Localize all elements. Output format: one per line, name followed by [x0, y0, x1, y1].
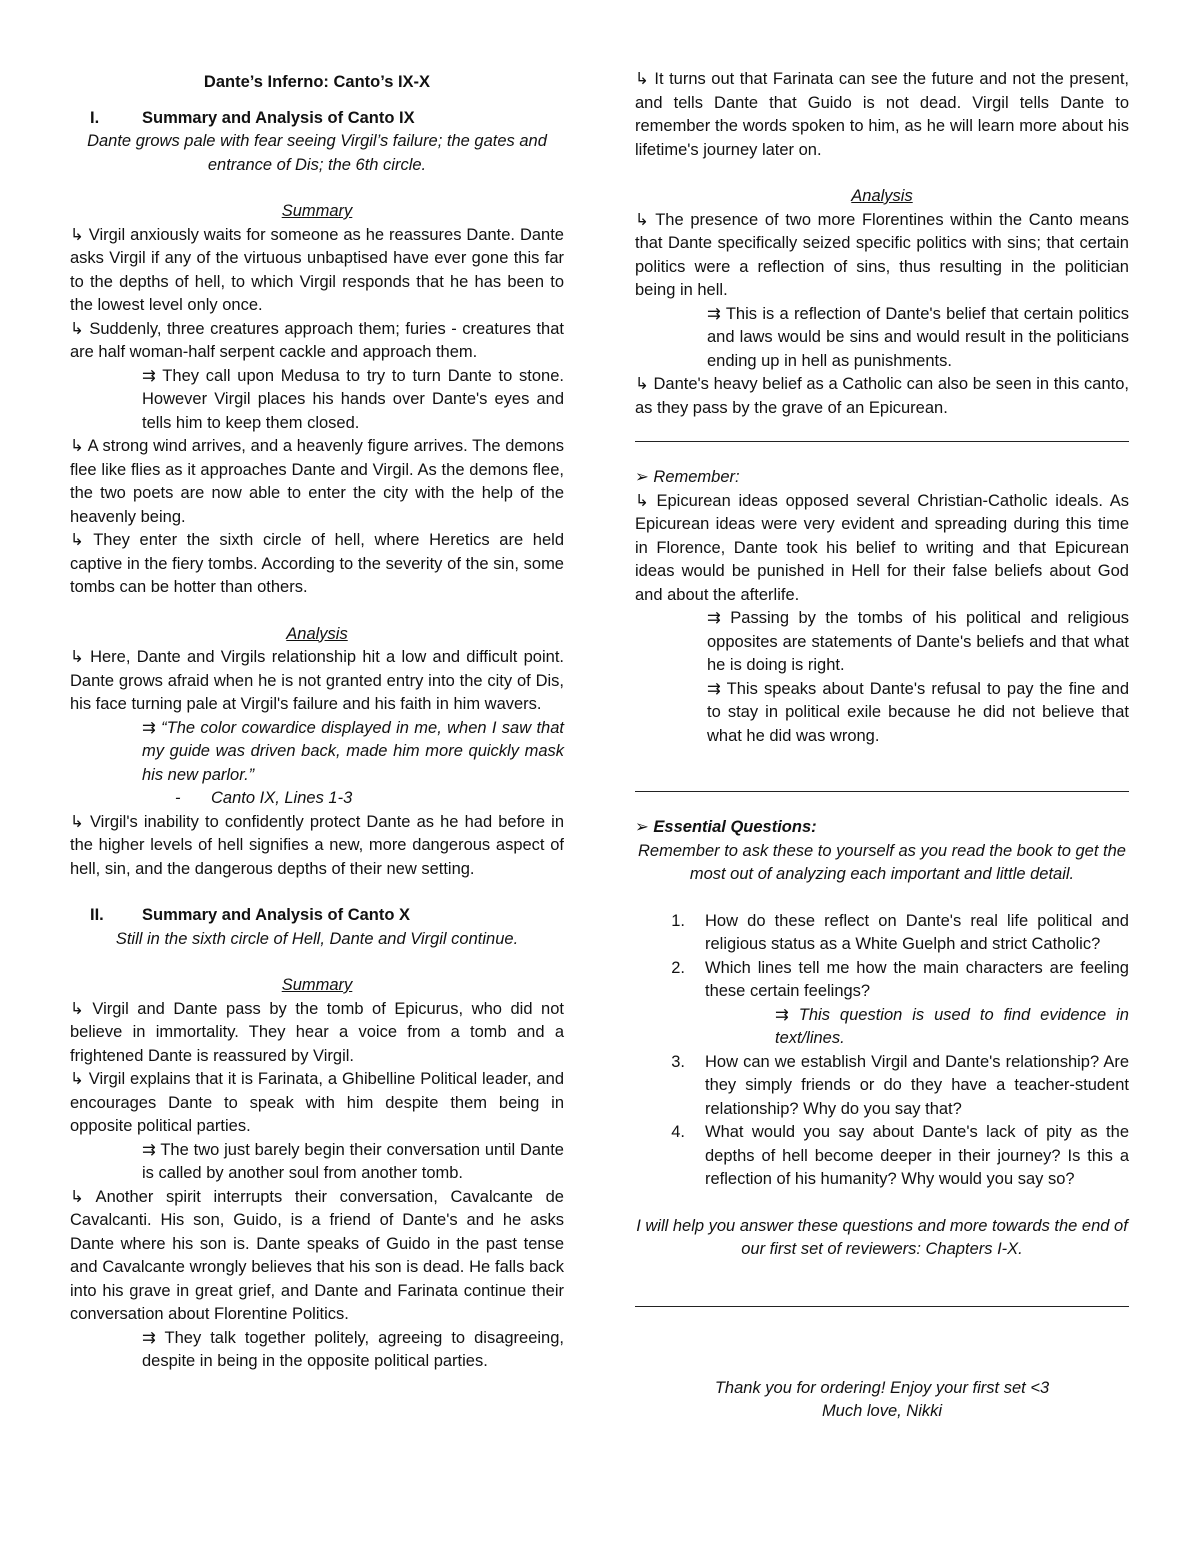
bullet-paragraph: ↳ They enter the sixth circle of hell, where Heretics are held captive in the fiery tombs. According to the severity of the sin, some tombs can be hotter than others.: [70, 531, 564, 596]
closing-signature: Much love, Nikki: [821, 1402, 943, 1420]
section-number: II.: [90, 906, 104, 924]
bullet-paragraph: ↳ It turns out that Farinata can see the future and not the present, and tells Dante that Guido is not dead. Virgil tells Dante to remember the words spoken to him, as he will learn more about his lifetime's journey later on.: [635, 70, 1129, 159]
right-column: [635, 68, 1129, 1424]
section-heading-canto-10: [70, 904, 564, 928]
question-item: [635, 1051, 1129, 1122]
bullet-paragraph: ↳ Virgil anxiously waits for someone as he reassures Dante. Dante asks Virgil if any of the virtuous unbaptised have ever gone this far to the depths of hell, to which Virgil responds that he has been to the lowest level only once.: [70, 225, 564, 314]
bullet-paragraph: ↳ Epicurean ideas opposed several Christian-Catholic ideals. As Epicurean ideas were very evident and spreading during this time in Florence, Dante took his belief to writing and that Epicurean ideas would be punished in Hell for their false beliefs about God and about the afterlife.: [635, 491, 1129, 604]
summary-heading: Summary: [281, 976, 353, 994]
bullet-paragraph: ↳ Virgil's inability to confidently protect Dante as he had before in the higher levels of hell signifies a new, more dangerous aspect of hell, sin, and the dangerous depths of their new setting.: [70, 812, 564, 878]
sub-point: ⇉ This speaks about Dante's refusal to pay the fine and to stay in political exile because he did not believe that what he did was wrong.: [707, 679, 1129, 745]
question-number: 1.: [671, 911, 685, 930]
sub-point: ⇉ The two just barely begin their conversation until Dante is called by another soul from another tomb.: [142, 1140, 564, 1182]
essential-questions-outro: I will help you answer these questions and more towards the end of our first set of reviewers: Chapters I-X.: [636, 1216, 1128, 1258]
sub-point: ⇉ They talk together politely, agreeing to disagreeing, despite in being in the opposite political parties.: [142, 1328, 564, 1370]
bullet-paragraph: ↳ Suddenly, three creatures approach them; furies - creatures that are half woman-half serpent cackle and approach them.: [70, 319, 564, 361]
summary-heading: Summary: [281, 202, 353, 220]
bullet-paragraph: ↳ Virgil explains that it is Farinata, a Ghibelline Political leader, and encourages Dante to speak with him despite them being in opposite political parties.: [70, 1070, 564, 1135]
essential-questions-heading: ➢ Essential Questions:: [635, 818, 817, 836]
sub-point: ⇉ Passing by the tombs of his political and religious opposites are statements of Dante's beliefs and that what he is doing is right.: [707, 609, 1129, 674]
section-number: I.: [90, 108, 100, 127]
section-heading-canto-9: [70, 107, 564, 131]
question-text: How can we establish Virgil and Dante's relationship? Are they simply friends or do they have a teacher-student relationship? Why do you say that?: [705, 1052, 1129, 1118]
question-text: How do these reflect on Dante's real life political and religious status as a White Guelph and strict Catholic?: [705, 911, 1129, 953]
question-number: 4.: [671, 1123, 685, 1141]
bullet-paragraph: ↳ Dante's heavy belief as a Catholic can also be seen in this canto, as they pass by the grave of an Epicurean.: [635, 375, 1129, 417]
analysis-heading: Analysis: [286, 624, 348, 643]
bullet-paragraph: ↳ The presence of two more Florentines within the Canto means that Dante specifically seized specific politics with sins; that certain politics were a reflection of sins, thus resulting in the politician being in hell.: [635, 210, 1129, 299]
bullet-paragraph: ↳ Here, Dante and Virgils relationship hit a low and difficult point. Dante grows afraid when he is not granted entry into the city of Dis, his face turning pale at Virgil's failure and his faith in him wavers.: [70, 648, 564, 713]
section-subtitle: Still in the sixth circle of Hell, Dante and Virgil continue.: [115, 929, 519, 948]
question-item: [635, 1121, 1129, 1192]
section-title: Summary and Analysis of Canto X: [142, 906, 411, 924]
bullet-paragraph: ↳ Virgil and Dante pass by the tomb of Epicurus, who did not believe in immortality. They hear a voice from a tomb and a frightened Dante is reassured by Virgil.: [70, 999, 564, 1065]
question-number: 3.: [671, 1052, 685, 1071]
question-text: Which lines tell me how the main characters are feeling these certain feelings?: [705, 958, 1129, 1000]
quote: ⇉ “The color cowardice displayed in me, when I saw that my guide was driven back, made him more quickly mask his new parlor.”: [142, 718, 564, 784]
bullet-paragraph: ↳ Another spirit interrupts their conversation, Cavalcante de Cavalcanti. His son, Guido, is a friend of Dante's and he asks Dante where his son is. Dante speaks of Guido in the past tense and Cavalcante wrongly believes that his son is dead. He falls back into his grave in great grief, and Dante and Farinata continue their conversation about Florentine Politics.: [70, 1187, 564, 1323]
sub-point: ⇉ They call upon Medusa to try to turn Dante to stone. However Virgil places his hands over Dante's eyes and tells him to keep them closed.: [142, 366, 564, 432]
remember-heading: ➢ Remember:: [635, 468, 740, 486]
analysis-heading: Analysis: [851, 187, 913, 205]
document-title: Dante’s Inferno: Canto’s IX-X: [203, 73, 431, 91]
essential-questions-intro: Remember to ask these to yourself as you read the book to get the most out of analyzing each important and little detail.: [638, 841, 1126, 883]
quote-citation: [70, 787, 564, 811]
question-note: ⇉ This question is used to find evidence in text/lines.: [775, 1005, 1129, 1047]
section-title: Summary and Analysis of Canto IX: [142, 108, 415, 127]
left-column: [70, 68, 564, 1374]
closing-message: Thank you for ordering! Enjoy your first set <3: [714, 1378, 1050, 1397]
citation-text: Canto IX, Lines 1-3: [211, 789, 353, 807]
question-item: [635, 910, 1129, 957]
question-text: What would you say about Dante's lack of pity as the depths of hell become deeper in their journey? Is this a reflection of his humanity? Why would you say so?: [705, 1123, 1129, 1188]
sub-point: ⇉ This is a reflection of Dante's belief that certain politics and laws would be sins and would result in the politicians ending up in hell as punishments.: [707, 304, 1129, 370]
citation-dash: -: [175, 789, 181, 807]
question-number: 2.: [671, 958, 685, 977]
bullet-paragraph: ↳ A strong wind arrives, and a heavenly figure arrives. The demons flee like flies as it approaches Dante and Virgil. As the demons flee, the two poets are now able to enter the city with the help of the heavenly being.: [70, 437, 564, 526]
section-subtitle: Dante grows pale with fear seeing Virgil’s failure; the gates and entrance of Dis; the 6th circle.: [87, 132, 547, 174]
question-item: [635, 957, 1129, 1004]
